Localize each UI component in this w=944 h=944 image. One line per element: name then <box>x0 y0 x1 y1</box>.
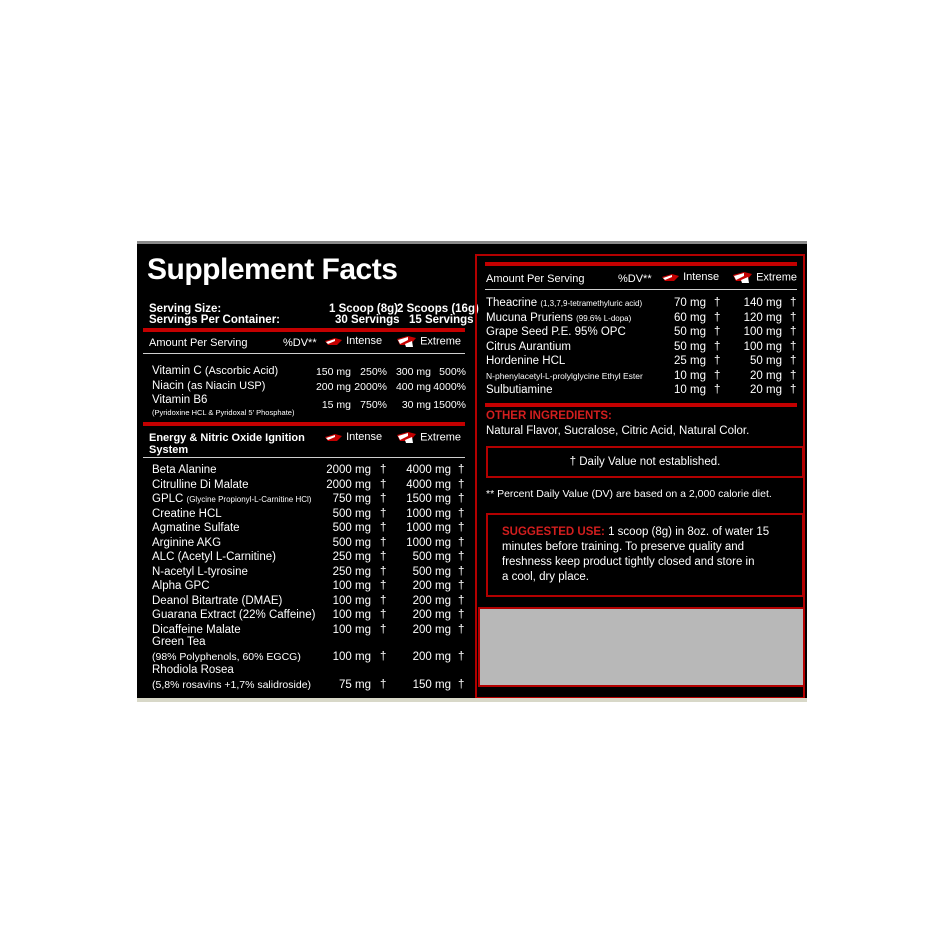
extreme-servings: 15 Servings <box>409 314 474 326</box>
intense-scoop-icon <box>325 336 343 347</box>
ingredient-intense-amount: 100 mg <box>332 651 371 663</box>
right-panel <box>475 254 805 699</box>
vitamin-sub: (Pyridoxine HCL & Pyridoxal 5' Phosphate) <box>152 408 295 417</box>
ingredient-extreme-amount: 500 mg <box>412 565 451 578</box>
intense-header <box>662 271 719 283</box>
ingredient-extreme-amount: 4000 mg <box>406 464 451 476</box>
ingredient-extreme-amount: 20 mg <box>750 384 782 396</box>
dagger: † <box>380 522 387 534</box>
ingredient-extreme-amount: 200 mg <box>412 623 451 636</box>
ingredient-extreme-amount: 1500 mg <box>406 493 451 505</box>
ingredient-name: Beta Alanine <box>152 464 217 476</box>
other-ingredients-label: OTHER INGREDIENTS: <box>486 410 612 422</box>
extreme-scoop-icon <box>733 271 753 284</box>
ingredient-name: Green Tea <box>152 636 206 648</box>
dagger: † <box>458 623 465 636</box>
ingredient-intense-amount: 70 mg <box>674 297 706 309</box>
ingredient-intense-amount: 100 mg <box>332 594 371 607</box>
ingredient-sub: (5,8% rosavins +1,7% salidroside) <box>152 679 312 691</box>
ingredient-intense-amount: 2000 mg <box>326 478 371 491</box>
header-divider <box>143 328 465 332</box>
dagger: † <box>380 493 387 505</box>
dagger: † <box>714 340 721 353</box>
suggested-use-label: SUGGESTED USE: <box>502 526 605 538</box>
dagger: † <box>380 679 387 691</box>
blend-extreme-header <box>397 431 461 444</box>
intense-serving-size: 1 Scoop (8g) <box>329 303 399 315</box>
ingredient-name: Mucuna Pruriens <box>486 311 573 324</box>
intense-header-label: Intense <box>346 431 383 443</box>
ingredient-sub: (1,3,7,9-tetramethyluric acid) <box>540 299 643 308</box>
dagger: † <box>714 326 721 338</box>
ingredient-intense-amount: 100 mg <box>332 609 371 621</box>
ingredient-name: GPLC <box>152 493 184 505</box>
serving-size-label: Serving Size: <box>149 303 222 315</box>
suggested-use-line: minutes before training. To preserve quality and <box>502 541 745 553</box>
vitamin-name: Niacin <box>152 380 184 392</box>
dagger: † <box>380 623 387 636</box>
ingredient-sub: (Glycine Propionyl-L-Carnitine HCl) <box>186 495 312 504</box>
dagger: † <box>380 464 387 476</box>
top-border <box>137 241 807 244</box>
vitamin-extreme-amount: 30 mg <box>401 399 431 411</box>
right-header-underline <box>485 289 797 290</box>
extreme-scoop-icon <box>397 431 417 444</box>
dagger: † <box>458 522 465 534</box>
other-divider <box>485 403 797 407</box>
suggested-use-line: a cool, dry place. <box>502 571 589 583</box>
amount-per-serving-header: Amount Per Serving <box>486 273 585 285</box>
dagger: † <box>714 384 721 396</box>
dagger: † <box>380 478 387 491</box>
ingredient-extreme-amount: 100 mg <box>743 326 782 338</box>
dagger: † <box>714 311 721 324</box>
blend-divider <box>143 422 465 426</box>
ingredient-intense-amount: 500 mg <box>332 507 371 520</box>
vitamin-name: Vitamin B6 <box>152 394 208 406</box>
dagger: † <box>458 565 465 578</box>
extreme-header-label: Extreme <box>420 431 462 444</box>
ingredient-name: N-acetyl L-tyrosine <box>152 565 248 578</box>
blend-title: Energy & Nitric Oxide Ignition System <box>149 432 305 456</box>
ingredient-name: Grape Seed P.E. 95% OPC <box>486 326 626 338</box>
other-ingredients-text: Natural Flavor, Sucralose, Citric Acid, Natural Color. <box>486 425 750 437</box>
percent-dv-note: ** Percent Daily Value (DV) are based on a 2,000 calorie diet. <box>486 488 772 500</box>
dv-header: %DV** <box>618 273 652 285</box>
ingredient-name: Arginine AKG <box>152 536 222 549</box>
ingredient-intense-amount: 500 mg <box>332 522 371 534</box>
intense-servings: 30 Servings <box>335 314 400 326</box>
ingredient-extreme-amount: 200 mg <box>412 651 451 663</box>
dagger: † <box>458 507 465 520</box>
vitamin-sub: (as Niacin USP) <box>187 380 266 392</box>
ingredient-intense-amount: 60 mg <box>674 311 706 324</box>
ingredient-extreme-amount: 500 mg <box>412 551 451 563</box>
blend-header-underline <box>143 457 465 458</box>
intense-scoop-icon <box>325 432 343 443</box>
ingredient-extreme-amount: 150 mg <box>412 679 451 691</box>
dagger: † <box>458 609 465 621</box>
ingredient-intense-amount: 750 mg <box>332 493 371 505</box>
ingredient-intense-amount: 500 mg <box>332 536 371 549</box>
vitamin-extreme-amount: 300 mg <box>395 366 431 378</box>
dagger: † <box>380 507 387 520</box>
ingredient-extreme-amount: 200 mg <box>412 580 451 592</box>
ingredient-extreme-amount: 140 mg <box>743 297 782 309</box>
vitamin-intense-amount: 15 mg <box>321 399 351 411</box>
amount-per-serving-header: Amount Per Serving <box>149 337 248 349</box>
suggested-use-box <box>486 513 804 597</box>
vitamin-extreme-amount: 400 mg <box>395 381 431 393</box>
intense-header <box>325 335 382 347</box>
vitamin-intense-amount: 200 mg <box>315 381 351 393</box>
vitamin-intense-amount: 150 mg <box>315 366 351 378</box>
ingredient-name: Citrulline Di Malate <box>152 478 249 491</box>
dagger: † <box>790 369 797 382</box>
blend-intense-header <box>325 431 382 443</box>
dagger: † <box>458 493 465 505</box>
intense-header-label: Intense <box>683 271 720 283</box>
dagger: † <box>458 679 465 691</box>
ingredient-extreme-amount: 200 mg <box>412 609 451 621</box>
extreme-header <box>397 335 461 348</box>
dagger: † <box>380 565 387 578</box>
ingredient-name: Alpha GPC <box>152 580 210 592</box>
intense-header-label: Intense <box>346 335 383 347</box>
vitamin-intense-dv: 250% <box>360 366 387 378</box>
right-top-divider <box>485 262 797 266</box>
dagger: † <box>380 536 387 549</box>
dagger: † <box>714 355 721 367</box>
ingredient-intense-amount: 50 mg <box>674 326 706 338</box>
ingredient-name: N-phenylacetyl-L-prolylglycine Ethyl Ester <box>486 370 643 381</box>
intense-scoop-icon <box>662 272 680 283</box>
ingredient-name: Creatine HCL <box>152 507 222 520</box>
bottom-edge <box>137 698 807 702</box>
extreme-scoop-icon <box>397 335 417 348</box>
dagger: † <box>790 355 797 367</box>
vitamin-name: Vitamin C <box>152 365 202 377</box>
ingredient-intense-amount: 50 mg <box>674 340 706 353</box>
dagger: † <box>380 580 387 592</box>
ingredient-name: Dicaffeine Malate <box>152 623 241 636</box>
suggested-use-line: 1 scoop (8g) in 8oz. of water 15 <box>604 526 770 538</box>
vitamin-extreme-dv: 500% <box>439 366 466 378</box>
ingredient-name: Rhodiola Rosea <box>152 664 234 676</box>
dagger: † <box>458 478 465 491</box>
left-panel <box>143 251 479 696</box>
supplement-facts-label <box>137 241 807 700</box>
dagger: † <box>790 340 797 353</box>
ingredient-extreme-amount: 20 mg <box>750 369 782 382</box>
label-title: Supplement Facts <box>147 253 398 286</box>
ingredient-extreme-amount: 50 mg <box>750 355 782 367</box>
ingredient-intense-amount: 10 mg <box>674 384 706 396</box>
ingredient-extreme-amount: 4000 mg <box>406 478 451 491</box>
dagger: † <box>458 551 465 563</box>
extreme-serving-size: 2 Scoops (16g) <box>397 303 479 315</box>
ingredient-intense-amount: 75 mg <box>339 679 371 691</box>
blank-grey-panel <box>478 607 805 687</box>
dagger: † <box>714 369 721 382</box>
ingredient-extreme-amount: 1000 mg <box>406 536 451 549</box>
servings-per-container-label: Servings Per Container: <box>149 314 281 326</box>
suggested-use-text <box>502 525 769 585</box>
dagger: † <box>380 609 387 621</box>
daily-value-box <box>486 446 804 478</box>
ingredient-name: Theacrine <box>486 297 538 309</box>
ingredient-intense-amount: 10 mg <box>674 369 706 382</box>
ingredient-intense-amount: 250 mg <box>332 565 371 578</box>
vitamin-extreme-dv: 1500% <box>433 399 466 411</box>
ingredient-name: ALC (Acetyl L-Carnitine) <box>152 551 276 563</box>
dagger: † <box>790 384 797 396</box>
vitamin-intense-dv: 750% <box>360 399 387 411</box>
dagger: † <box>458 580 465 592</box>
dagger: † <box>790 297 797 309</box>
extreme-header-label: Extreme <box>756 271 798 284</box>
dagger: † <box>790 311 797 324</box>
ingredient-name: Sulbutiamine <box>486 384 553 396</box>
ingredient-sub: (99.6% L-dopa) <box>576 313 632 323</box>
ingredient-intense-amount: 100 mg <box>332 623 371 636</box>
ingredient-name: Citrus Aurantium <box>486 340 572 353</box>
ingredient-name: Agmatine Sulfate <box>152 522 240 534</box>
ingredient-intense-amount: 2000 mg <box>326 464 371 476</box>
dagger: † <box>458 651 465 663</box>
dagger: † <box>458 464 465 476</box>
dagger: † <box>458 594 465 607</box>
dagger: † <box>714 297 721 309</box>
vitamin-intense-dv: 2000% <box>354 381 387 393</box>
ingredient-intense-amount: 25 mg <box>674 355 706 367</box>
ingredient-extreme-amount: 120 mg <box>743 311 782 324</box>
vitamin-extreme-dv: 4000% <box>433 381 466 393</box>
dagger: † <box>458 536 465 549</box>
dv-header: %DV** <box>283 337 317 349</box>
vitamin-sub: (Ascorbic Acid) <box>204 365 279 377</box>
header-underline <box>143 353 465 354</box>
dagger: † <box>790 326 797 338</box>
ingredient-extreme-amount: 100 mg <box>743 340 782 353</box>
ingredient-extreme-amount: 1000 mg <box>406 507 451 520</box>
ingredient-name: Hordenine HCL <box>486 355 566 367</box>
ingredient-sub: (98% Polyphenols, 60% EGCG) <box>152 651 301 663</box>
dagger: † <box>380 551 387 563</box>
ingredient-intense-amount: 250 mg <box>332 551 371 563</box>
extreme-header <box>733 271 797 284</box>
ingredient-extreme-amount: 200 mg <box>412 594 451 607</box>
ingredient-name: Guarana Extract (22% Caffeine) <box>152 609 316 621</box>
ingredient-name: Deanol Bitartrate (DMAE) <box>152 594 283 607</box>
dagger: † <box>380 594 387 607</box>
daily-value-note: † Daily Value not established. <box>569 456 721 468</box>
ingredient-intense-amount: 100 mg <box>332 580 371 592</box>
ingredient-extreme-amount: 1000 mg <box>406 522 451 534</box>
dagger: † <box>380 651 387 663</box>
suggested-use-line: freshness keep product tightly closed and store in <box>502 556 755 568</box>
extreme-header-label: Extreme <box>420 335 462 348</box>
